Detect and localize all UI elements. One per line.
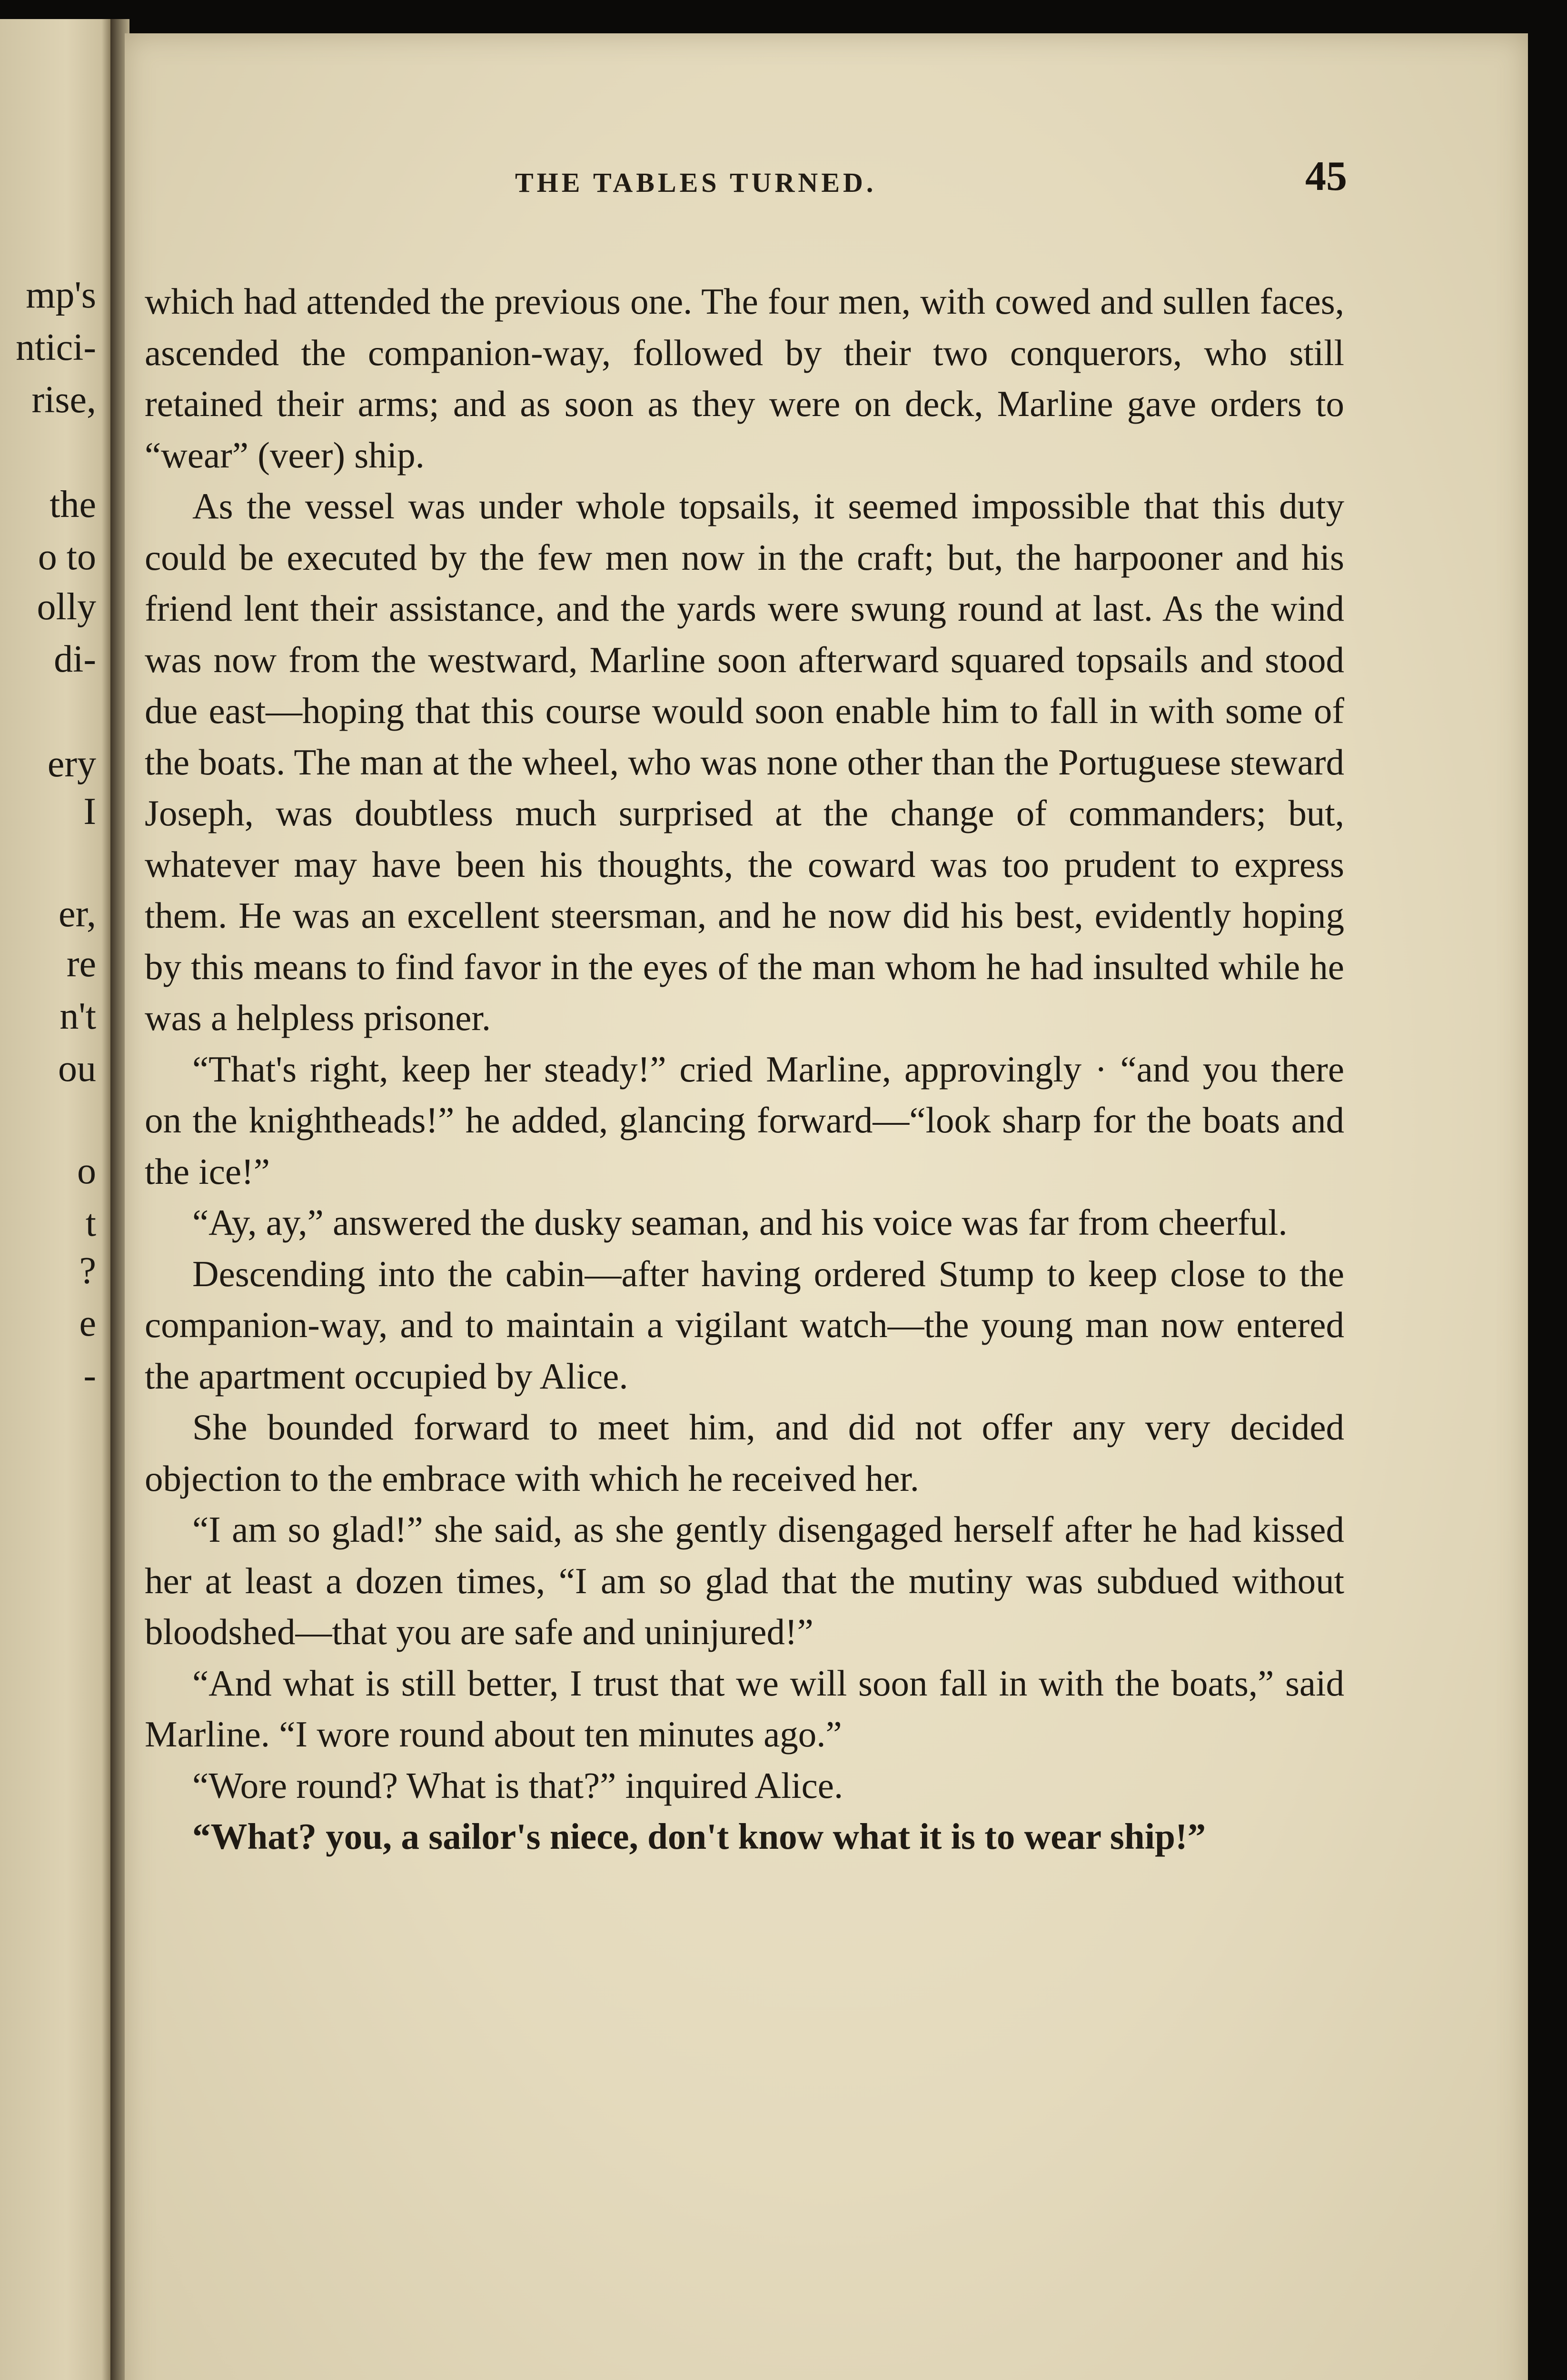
facing-page-fragment: the: [50, 484, 96, 526]
paragraph: “I am so glad!” she said, as she gently disengaged herself after he had kissed her at least a dozen times, “I am so glad that the mutiny was subdued without bloodshed—that you are safe and uninjured!”: [145, 1509, 1344, 1652]
facing-page-fragment: -: [83, 1355, 96, 1397]
facing-page-fragment: di-: [54, 638, 96, 680]
facing-page-fragment: mp's: [26, 274, 96, 316]
book-page: [125, 33, 1528, 2380]
facing-page-fragment: rise,: [31, 379, 96, 421]
paragraph: “And what is still better, I trust that we will soon fall in with the boats,” said Marline. “I wore round about ten minutes ago.”: [145, 1662, 1344, 1755]
facing-page-fragment: n't: [60, 995, 96, 1037]
page-number: 45: [1305, 153, 1347, 199]
facing-page-fragment: o to: [38, 536, 96, 578]
facing-page-fragment: er,: [59, 893, 96, 935]
paragraph: “Wore round? What is that?” inquired Alice.: [192, 1765, 843, 1806]
facing-page-edge: [0, 19, 113, 2380]
facing-page-fragment: t: [85, 1202, 96, 1244]
facing-page-fragment: e: [79, 1302, 96, 1344]
paragraph: “That's right, keep her steady!” cried Marline, approvingly · “and you there on the knightheads!” he added, glancing forward—“look sharp for the boats and the ice!”: [145, 1048, 1344, 1192]
facing-page-fragment: I: [83, 791, 96, 833]
facing-page-fragment: ntici-: [16, 327, 96, 368]
running-title: THE TABLES TURNED.: [515, 167, 877, 198]
paragraph: which had attended the previous one. The four men, with cowed and sullen faces, ascended the companion-way, followed by their two conquerors, who still retained their arms; and as soon as they were on deck, Marline gave orders to “wear” (veer) ship.: [145, 281, 1344, 476]
facing-page-fragment: ?: [79, 1250, 96, 1292]
paragraph: “What? you, a sailor's niece, don't know what it is to wear ship!”: [192, 1816, 1206, 1857]
facing-page-fragment: re: [66, 943, 96, 985]
paragraph: Descending into the cabin—after having ordered Stump to keep close to the companion-way, and to maintain a vigilant watch—the young man now entered the apartment occupied by Alice.: [145, 1253, 1344, 1397]
paragraph: “Ay, ay,” answered the dusky seaman, and his voice was far from cheerful.: [192, 1202, 1288, 1243]
body-text: [145, 276, 1344, 1863]
facing-page-fragment: olly: [37, 586, 96, 628]
facing-page-fragment: ou: [58, 1048, 96, 1090]
paragraph: As the vessel was under whole topsails, it seemed impossible that this duty could be executed by the few men now in the craft; but, the harpooner and his friend lent their assistance, and the yards were swung round at last. As the wind was now from the westward, Marline soon afterward squared topsails and stood due east—hoping that this course would soon enable him to fall in with some of the boats. The man at the wheel, who was none other than the Portuguese steward Joseph, was doubtless much surprised at the change of commanders; but, whatever may have been his thoughts, the coward was too prudent to express them. He was an excellent steersman, and he now did his best, evidently hoping by this means to find favor in the eyes of the man whom he had insulted while he was a helpless prisoner.: [145, 486, 1344, 1038]
facing-page-fragment: ery: [47, 743, 96, 785]
paragraph: She bounded forward to meet him, and did not offer any very decided objection to the embrace with which he received her.: [145, 1407, 1344, 1499]
facing-page-fragment: o: [77, 1150, 96, 1192]
running-head: [125, 152, 1528, 205]
